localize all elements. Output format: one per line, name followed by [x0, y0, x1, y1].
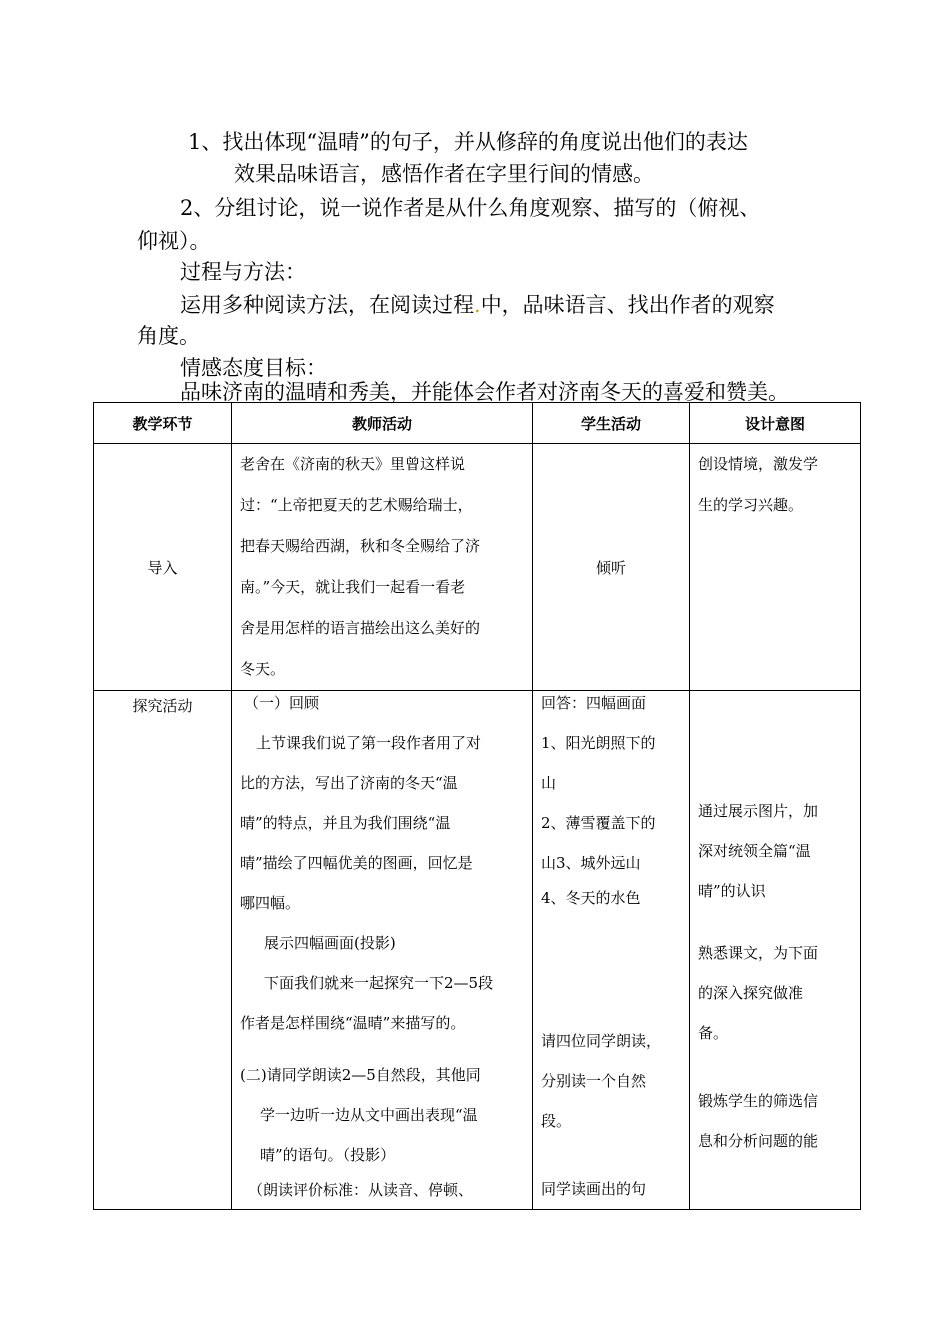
criteria-line: （朗读评价标准：从读音、停顿、 [248, 1181, 474, 1199]
intent-intro-line: 生的学习兴趣。 [698, 496, 804, 514]
teacher-intro-line: 冬天。 [240, 660, 286, 678]
stray-dot: . [474, 293, 481, 317]
intent-a-line: 晴”的认识 [698, 882, 766, 900]
intent-intro-cell [690, 444, 861, 691]
explore-line: 下面我们就来一起探究一下2—5段 [264, 974, 494, 992]
intent-explore-cell [690, 691, 861, 1210]
header-design-intent: 设计意图 [690, 403, 861, 444]
header-teacher-activity: 教师活动 [232, 403, 533, 444]
answer-line: 山3、城外远山 [541, 854, 641, 872]
header-student-activity: 学生活动 [533, 403, 690, 444]
intent-b-line: 的深入探究做准 [698, 984, 804, 1002]
answer-line: 4、冬天的水色 [541, 889, 641, 907]
table-row-explore [94, 691, 861, 1210]
objective-2-line-2: 仰视）。 [137, 229, 211, 253]
teacher-intro-line: 老舍在《济南的秋天》里曾这样说 [240, 455, 466, 473]
intent-b-line: 熟悉课文，为下面 [698, 944, 819, 962]
teacher-intro-line: 把春天赐给西湖，秋和冬全赐给了济 [240, 537, 481, 555]
show-pictures: 展示四幅画面(投影) [264, 934, 396, 952]
intent-c-line: 锻炼学生的筛选信 [698, 1092, 819, 1110]
intent-b-line: 备。 [698, 1024, 729, 1042]
student-intro: 倾听 [533, 444, 690, 691]
process-method-text-b: 中，品味语言、找出作者的观察 [480, 293, 775, 317]
read-line: 晴”的语句。（投影） [260, 1146, 396, 1164]
teacher-intro-line: 过：“上帝把夏天的艺术赐给瑞士， [240, 496, 473, 514]
read-assign-line: 分别读一个自然 [541, 1072, 647, 1090]
table-header-row [94, 403, 861, 444]
table-row-intro [94, 444, 861, 691]
emotion-goal-text: 品味济南的温晴和秀美，并能体会作者对济南冬天的喜爱和赞美。 [180, 380, 789, 404]
intent-a-line: 通过展示图片，加 [698, 802, 819, 820]
teacher-intro-line: 舍是用怎样的语言描绘出这么美好的 [240, 619, 481, 637]
review-line: 晴”的特点，并且为我们围绕“温 [240, 814, 451, 832]
teacher-intro-line: 南。”今天，就让我们一起看一看老 [240, 578, 466, 596]
objective-1-line-2: 效果品味语言，感悟作者在字里行间的情感。 [234, 162, 654, 186]
review-line: 哪四幅。 [240, 894, 301, 912]
process-method-line-1 [180, 291, 775, 319]
process-method-heading: 过程与方法： [180, 260, 306, 284]
review-title: （一）回顾 [244, 694, 320, 712]
answer-line: 回答：四幅画面 [541, 694, 647, 712]
intent-intro-line: 创设情境，激发学 [698, 455, 819, 473]
objective-2-line-1: 2、分组讨论，说一说作者是从什么角度观察、描写的（俯视、 [180, 196, 761, 220]
answer-line: 2、薄雪覆盖下的 [541, 814, 656, 832]
header-stage: 教学环节 [94, 403, 232, 444]
student-explore-cell [533, 691, 690, 1210]
read-title: (二)请同学朗读2—5自然段，其他同 [240, 1066, 481, 1084]
review-line: 上节课我们说了第一段作者用了对 [256, 734, 482, 752]
objective-1-line-1: 1、找出体现“温晴”的句子，并从修辞的角度说出他们的表达 [188, 130, 748, 154]
answer-line: 1、阳光朗照下的 [541, 734, 656, 752]
review-line: 晴”描绘了四幅优美的图画，回忆是 [240, 854, 473, 872]
teacher-explore-cell [232, 691, 533, 1210]
mark-sentences-line: 同学读画出的句 [541, 1180, 647, 1198]
intent-c-line: 息和分析问题的能 [698, 1132, 819, 1150]
explore-line: 作者是怎样围绕“温晴”来描写的。 [240, 1014, 466, 1032]
process-method-line-2: 角度。 [137, 324, 200, 348]
lesson-plan-table [93, 402, 861, 1210]
read-assign-line: 请四位同学朗读， [541, 1032, 662, 1050]
intent-a-line: 深对统领全篇“温 [698, 842, 811, 860]
read-assign-line: 段。 [541, 1112, 572, 1130]
stage-intro: 导入 [94, 444, 232, 691]
read-line: 学一边听一边从文中画出表现“温 [260, 1106, 478, 1124]
stage-explore: 探究活动 [94, 691, 232, 1210]
emotion-goal-heading: 情感态度目标： [180, 356, 327, 380]
review-line: 比的方法，写出了济南的冬天“温 [240, 774, 458, 792]
answer-line: 山 [541, 774, 557, 792]
teacher-intro-cell [232, 444, 533, 691]
process-method-text-a: 运用多种阅读方法，在阅读过程 [180, 293, 474, 317]
